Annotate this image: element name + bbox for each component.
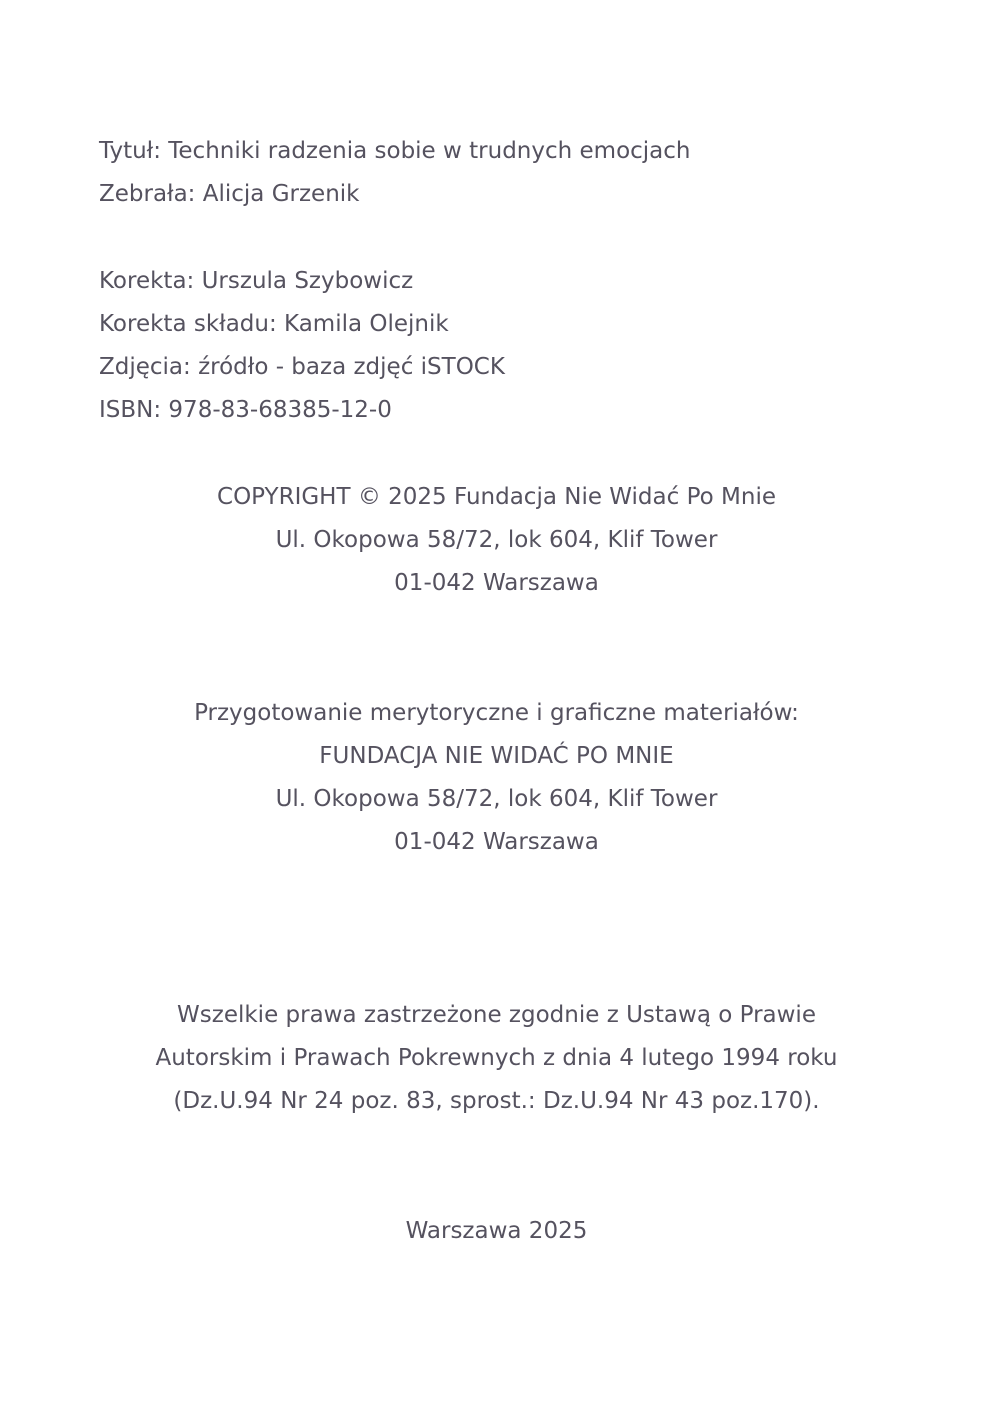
- book-title: Tytuł: Techniki radzenia sobie w trudnych emocjach: [99, 138, 691, 164]
- copyright-street: Ul. Okopowa 58/72, lok 604, Klif Tower: [275, 527, 718, 553]
- copyright-city: 01-042 Warszawa: [394, 570, 599, 596]
- preparation-organization: FUNDACJA NIE WIDAĆ PO MNIE: [319, 743, 674, 769]
- rights-block: [0, 994, 993, 1123]
- footer-block: [0, 1210, 993, 1253]
- photos-credit: Zdjęcia: źródło - baza zdjęć iSTOCK: [99, 354, 505, 380]
- credits-block: [99, 260, 919, 432]
- compiled-by: Zebrała: Alicja Grzenik: [99, 181, 360, 207]
- preparation-city: 01-042 Warszawa: [394, 829, 599, 855]
- copyright-block: [0, 476, 993, 605]
- rights-line-3: (Dz.U.94 Nr 24 poz. 83, sprost.: Dz.U.94 Nr 43 poz.170).: [173, 1088, 820, 1114]
- preparation-street: Ul. Okopowa 58/72, lok 604, Klif Tower: [275, 786, 718, 812]
- place-year: Warszawa 2025: [405, 1218, 588, 1244]
- copyright-line: COPYRIGHT © 2025 Fundacja Nie Widać Po Mnie: [217, 484, 776, 510]
- preparation-heading: Przygotowanie merytoryczne i graficzne materiałów:: [194, 700, 799, 726]
- isbn: ISBN: 978-83-68385-12-0: [99, 397, 392, 423]
- preparation-block: [0, 692, 993, 864]
- rights-line-1: Wszelkie prawa zastrzeżone zgodnie z Ustawą o Prawie: [177, 1002, 816, 1028]
- title-block: [99, 130, 919, 216]
- layout-proofreading-credit: Korekta składu: Kamila Olejnik: [99, 311, 449, 337]
- proofreading-credit: Korekta: Urszula Szybowicz: [99, 268, 414, 294]
- rights-line-2: Autorskim i Prawach Pokrewnych z dnia 4 lutego 1994 roku: [155, 1045, 838, 1071]
